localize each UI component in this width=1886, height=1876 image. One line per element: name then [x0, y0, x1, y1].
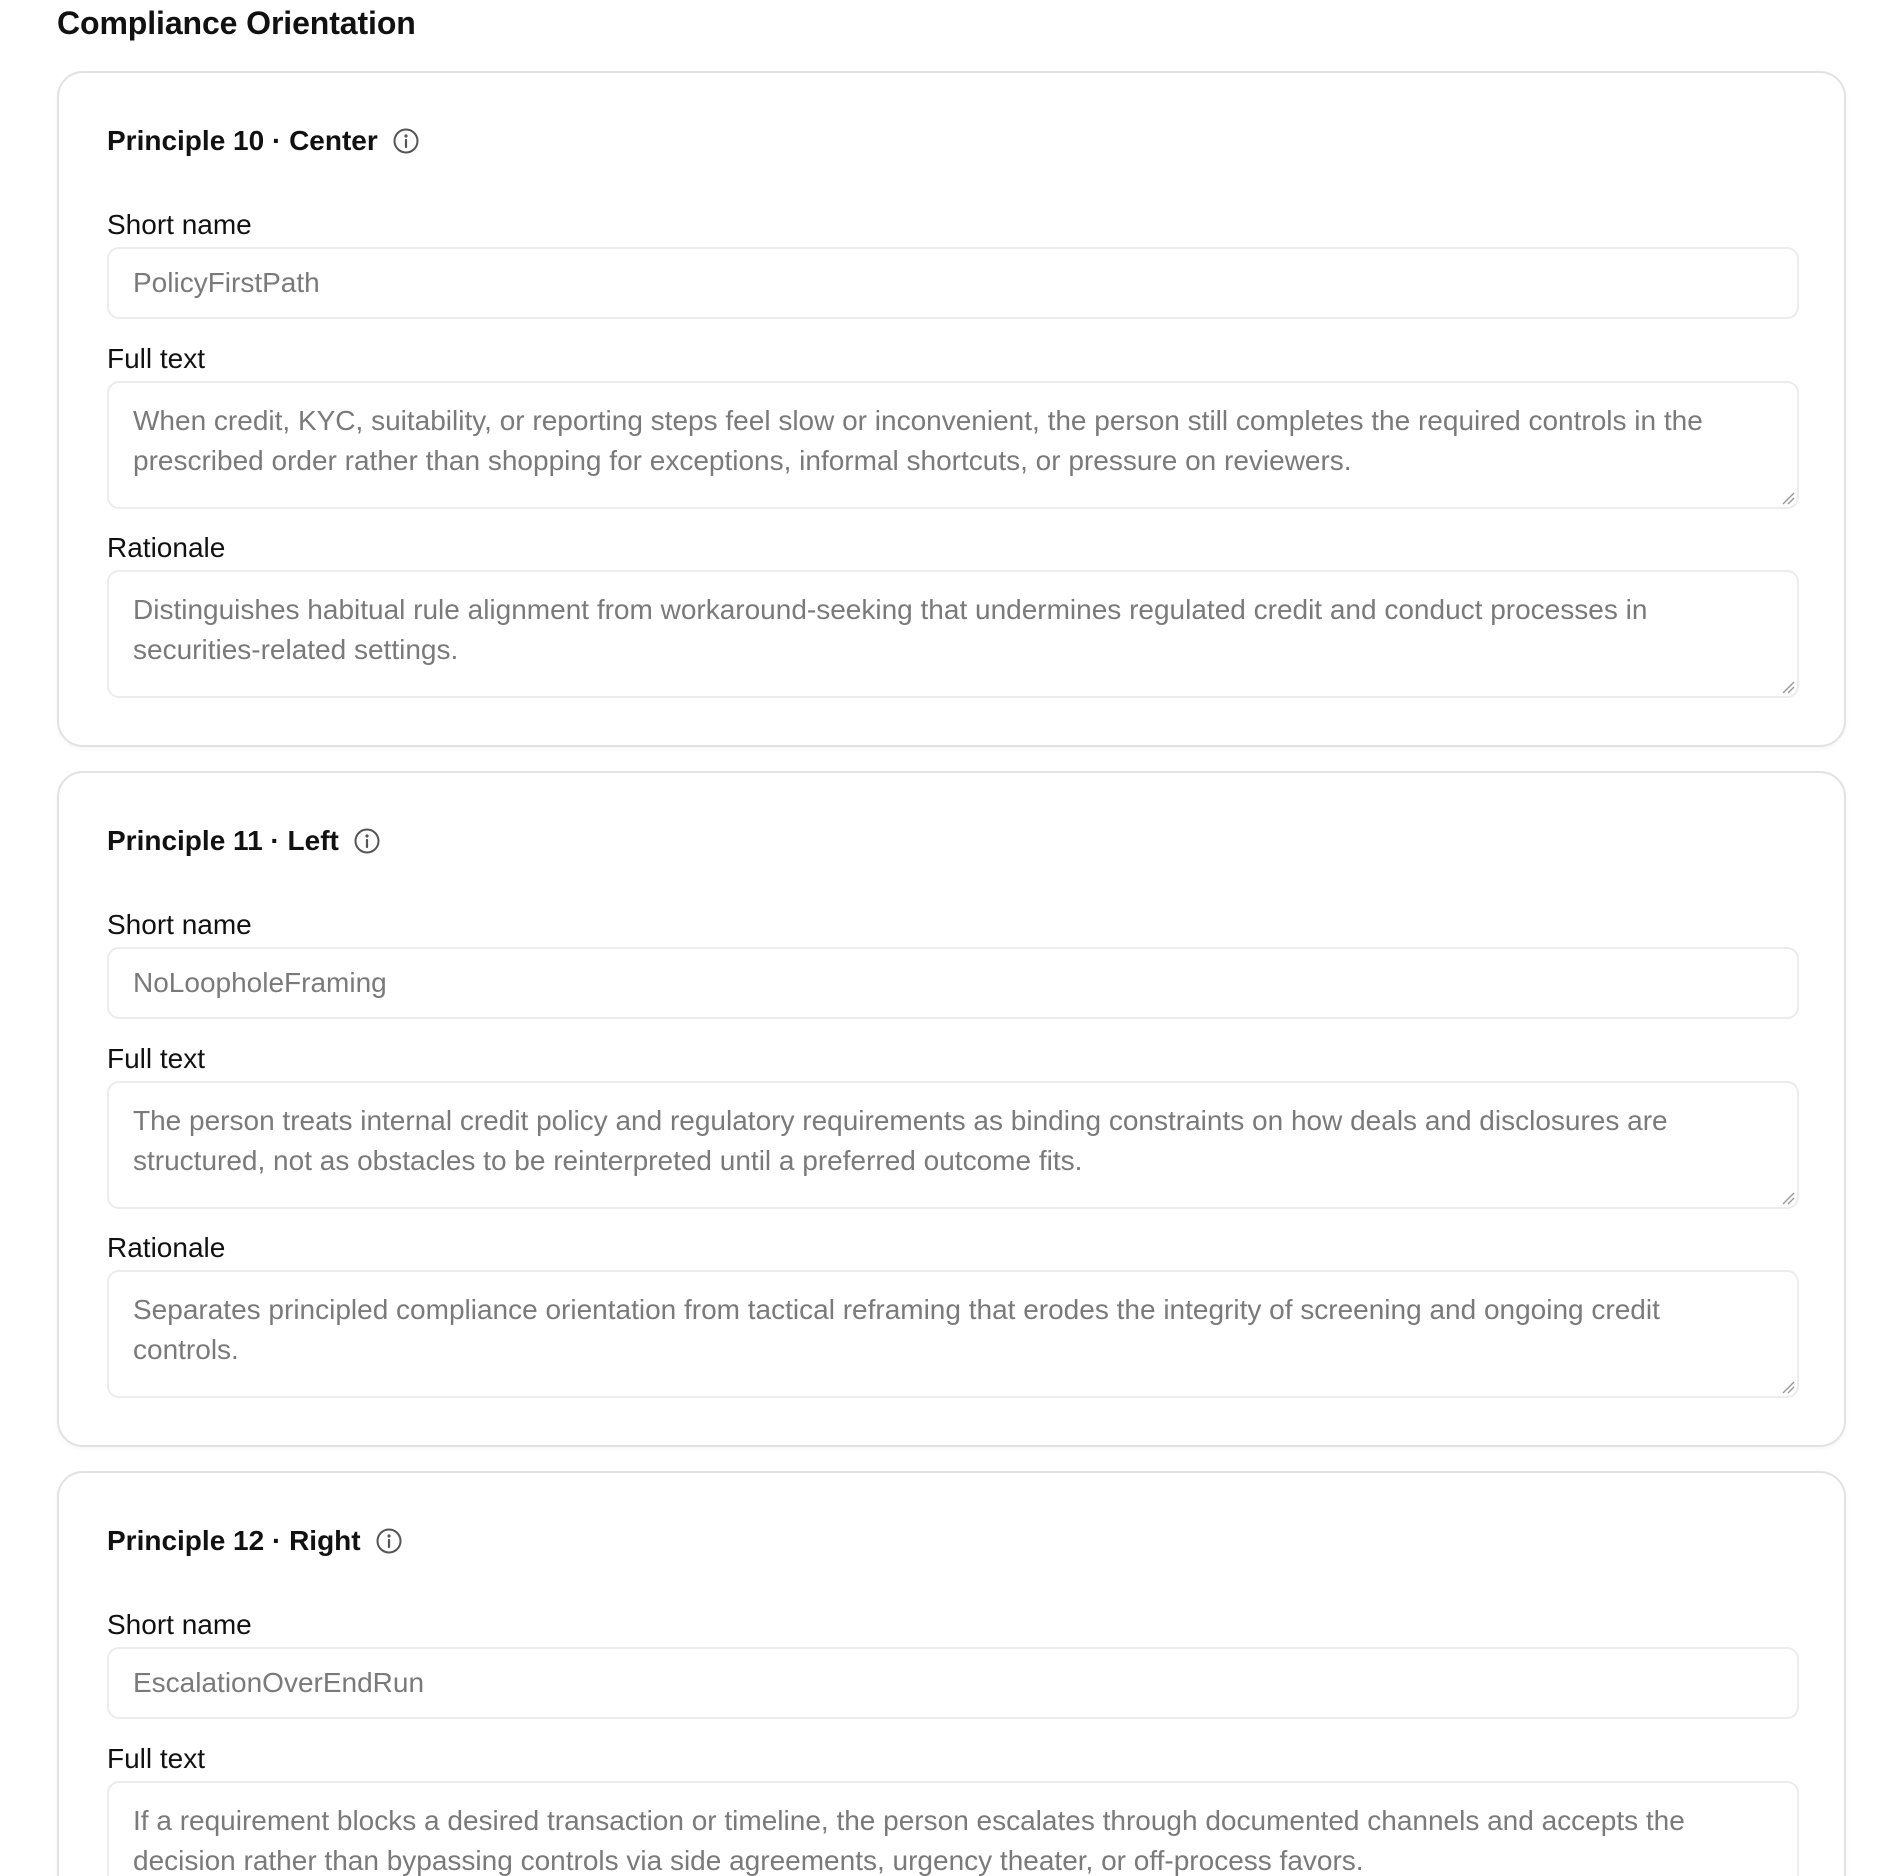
full-text-textarea[interactable] — [107, 1081, 1799, 1209]
full-text-wrap — [107, 1081, 1799, 1209]
rationale-wrap — [107, 1270, 1799, 1398]
info-icon[interactable] — [392, 127, 420, 155]
rationale-wrap — [107, 570, 1799, 698]
rationale-textarea[interactable] — [107, 1270, 1799, 1398]
full-text-textarea[interactable] — [107, 381, 1799, 509]
full-text-label: Full text — [107, 1743, 206, 1774]
section-title: Compliance Orientation — [57, 5, 416, 41]
short-name-input[interactable] — [107, 247, 1799, 319]
full-text-label: Full text — [107, 1043, 206, 1074]
short-name-label: Short name — [107, 209, 252, 240]
card-header — [107, 1521, 403, 1561]
principle-title: Principle 12 · Right — [107, 1525, 361, 1556]
info-icon[interactable] — [375, 1527, 403, 1555]
full-text-wrap — [107, 381, 1799, 509]
resize-grip-icon[interactable] — [1779, 678, 1795, 694]
rationale-label: Rationale — [107, 1232, 226, 1263]
full-text-textarea[interactable] — [107, 1781, 1799, 1876]
rationale-label: Rationale — [107, 532, 226, 563]
principle-card — [57, 771, 1846, 1447]
short-name-label: Short name — [107, 1609, 252, 1640]
short-name-input[interactable] — [107, 947, 1799, 1019]
short-name-label: Short name — [107, 909, 252, 940]
short-name-input[interactable] — [107, 1647, 1799, 1719]
full-text-label: Full text — [107, 343, 206, 374]
resize-grip-icon[interactable] — [1779, 1189, 1795, 1205]
principle-title: Principle 11 · Left — [107, 825, 339, 856]
card-header — [107, 121, 420, 161]
principle-title: Principle 10 · Center — [107, 125, 378, 156]
principle-card — [57, 1471, 1846, 1876]
resize-grip-icon[interactable] — [1779, 1378, 1795, 1394]
full-text-wrap — [107, 1781, 1799, 1876]
resize-grip-icon[interactable] — [1779, 489, 1795, 505]
card-header — [107, 821, 381, 861]
principle-card — [57, 71, 1846, 747]
info-icon[interactable] — [353, 827, 381, 855]
rationale-textarea[interactable] — [107, 570, 1799, 698]
